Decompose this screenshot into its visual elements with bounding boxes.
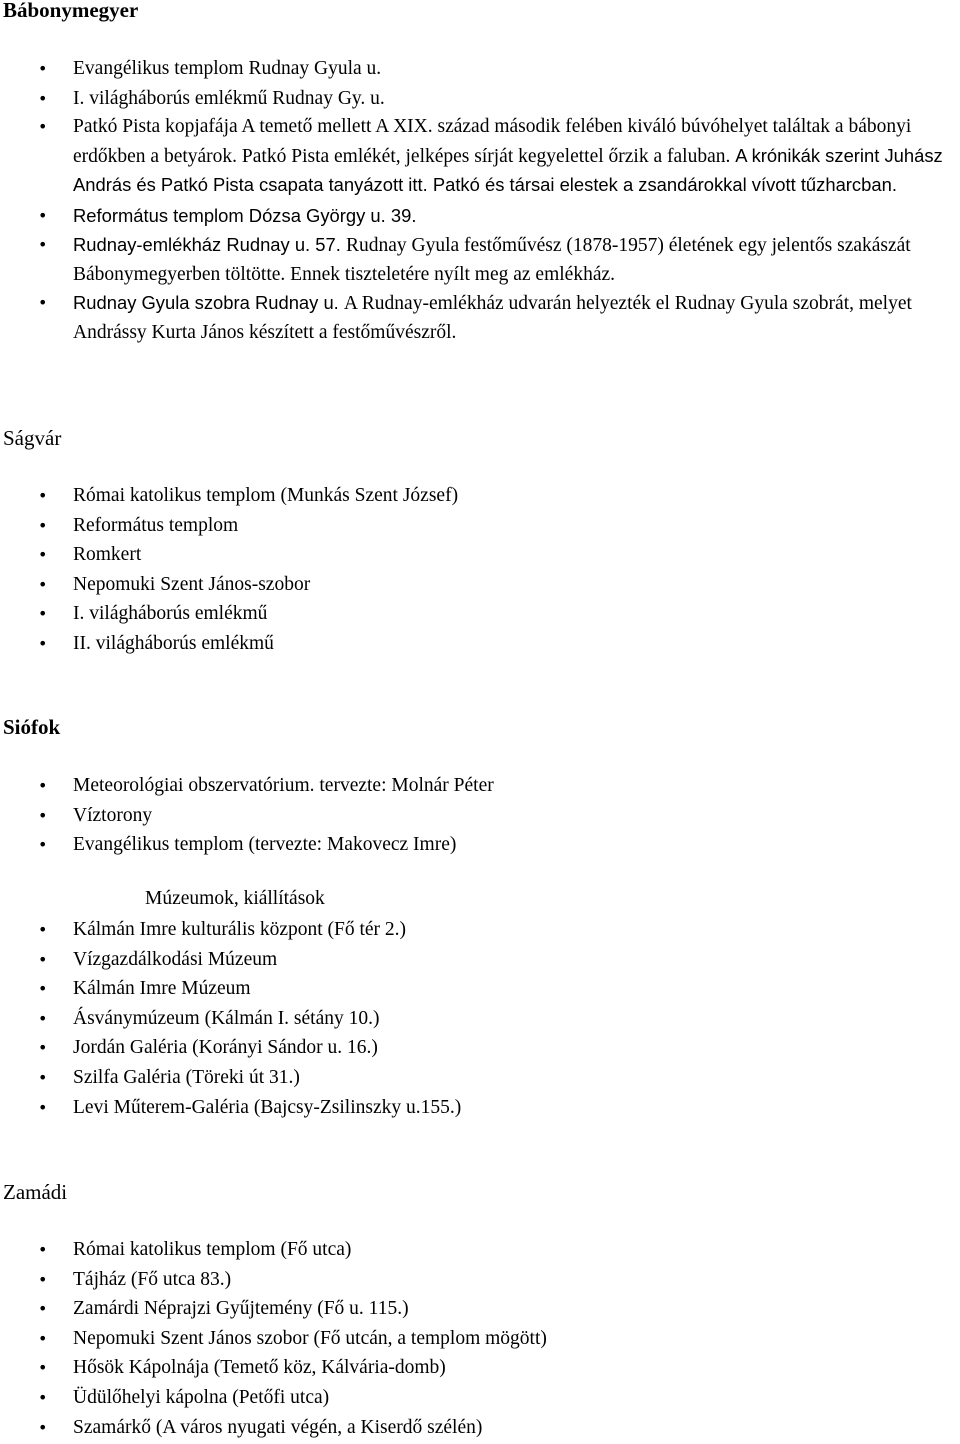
bullet-icon: •: [38, 776, 48, 795]
bullet-icon: •: [38, 1097, 48, 1117]
bullet-icon: •: [38, 235, 48, 255]
list-item: • I. világháborús emlékmű: [0, 599, 960, 629]
bullet-icon: •: [38, 1417, 48, 1437]
bullet-icon: •: [38, 1387, 48, 1407]
bullet-icon: •: [38, 117, 48, 137]
bullet-icon: •: [38, 88, 48, 108]
bullet-icon: •: [38, 949, 48, 969]
list-item: • Református templom: [0, 511, 960, 541]
list-item: • Rudnay Gyula szobra Rudnay u. A Rudnay-emlékház udvarán helyezték el Rudnay Gyula szobrát, melyet Andrássy Kurta János készített a festőművészről.: [0, 289, 960, 347]
list-zamardi: [0, 1235, 960, 1442]
list-item: • Romkert: [0, 540, 960, 570]
list-item: • Szamárkő (A város nyugati végén, a Kiserdő szélén): [0, 1413, 960, 1443]
list-item: • Vízgazdálkodási Múzeum: [0, 945, 960, 975]
bullet-icon: •: [38, 1038, 48, 1058]
list-item: • Víztorony: [0, 801, 960, 831]
bullet-icon: •: [38, 515, 48, 535]
list-item: • Meteorológiai obszervatórium. tervezte: Molnár Péter: [0, 771, 960, 801]
section-title-siofok: Siófok: [3, 715, 61, 739]
list-item: • Kálmán Imre kulturális központ (Fő tér 2.): [0, 915, 960, 945]
list-sagvar: [0, 481, 960, 659]
list-item: • Római katolikus templom (Munkás Szent József): [0, 481, 960, 511]
bullet-icon: •: [38, 486, 48, 505]
list-item: • Református templom Dózsa György u. 39.: [0, 201, 960, 232]
list-item: • Nepomuki Szent János szobor (Fő utcán, a templom mögött): [0, 1324, 960, 1354]
bullet-icon: •: [38, 293, 48, 313]
list-item: • Tájház (Fő utca 83.): [0, 1265, 960, 1295]
list-item: • Római katolikus templom (Fő utca): [0, 1235, 960, 1265]
bullet-icon: •: [38, 1358, 48, 1378]
bullet-icon: •: [38, 545, 48, 565]
bullet-icon: •: [38, 574, 48, 594]
list-item: • Hősök Kápolnája (Temető köz, Kálvária-domb): [0, 1353, 960, 1383]
list-item: • Nepomuki Szent János-szobor: [0, 570, 960, 600]
list-item: • Evangélikus templom Rudnay Gyula u.: [0, 54, 960, 84]
list-siofok: [0, 771, 960, 860]
list-babonymegyer: [0, 54, 960, 347]
bullet-icon: •: [38, 835, 48, 855]
bullet-icon: •: [38, 205, 48, 225]
list-item: • Patkó Pista kopjafája A temető mellett A XIX. század második felében kiváló búvóhelyet találtak a bábonyi erdőkben a betyárok. Patkó Pista emlékét, jelképes sírját kegyelettel őrzik a faluban. A krónikák szerint Juhász András és Patkó Pista csapata tanyázott itt. Patkó és társai elestek a zsandárokkal vívott tűzharcban.: [0, 113, 960, 201]
list-item: • Üdülőhelyi kápolna (Petőfi utca): [0, 1383, 960, 1413]
list-item: • Evangélikus templom (tervezte: Makovecz Imre): [0, 830, 960, 860]
bullet-icon: •: [38, 633, 48, 653]
bullet-icon: •: [38, 1299, 48, 1319]
list-item: • Levi Műterem-Galéria (Bajcsy-Zsilinszky u.155.): [0, 1093, 960, 1123]
bullet-icon: •: [38, 920, 48, 939]
list-item: • II. világháborús emlékmű: [0, 629, 960, 659]
list-item: • Kálmán Imre Múzeum: [0, 974, 960, 1004]
bullet-icon: •: [38, 805, 48, 825]
bullet-icon: •: [38, 604, 48, 624]
list-item: • Ásványmúzeum (Kálmán I. sétány 10.): [0, 1004, 960, 1034]
bullet-icon: •: [38, 59, 48, 78]
list-item: • I. világháborús emlékmű Rudnay Gy. u.: [0, 84, 960, 114]
section-title-zamardi: Zamádi: [3, 1180, 68, 1204]
bullet-icon: •: [38, 1328, 48, 1348]
list-item: • Szilfa Galéria (Töreki út 31.): [0, 1063, 960, 1093]
list-item: • Zamárdi Néprajzi Gyűjtemény (Fő u. 115.): [0, 1294, 960, 1324]
bullet-icon: •: [38, 1008, 48, 1028]
bullet-icon: •: [38, 1067, 48, 1087]
section-title-babonymegyer: Bábonymegyer: [3, 0, 139, 22]
bullet-icon: •: [38, 1269, 48, 1289]
section-title-sagvar: Ságvár: [3, 426, 62, 450]
bullet-icon: •: [38, 1240, 48, 1259]
list-item: • Rudnay-emlékház Rudnay u. 57. Rudnay Gyula festőművész (1878-1957) életének egy jelentős szakászát Bábonymegyerben töltötte. Ennek tiszteletére nyílt meg az emlékház.: [0, 231, 960, 289]
museums-subheading: Múzeumok, kiállítások: [145, 888, 325, 909]
bullet-icon: •: [38, 979, 48, 999]
list-item: • Jordán Galéria (Korányi Sándor u. 16.): [0, 1033, 960, 1063]
list-siofok-museums: [0, 915, 960, 1122]
